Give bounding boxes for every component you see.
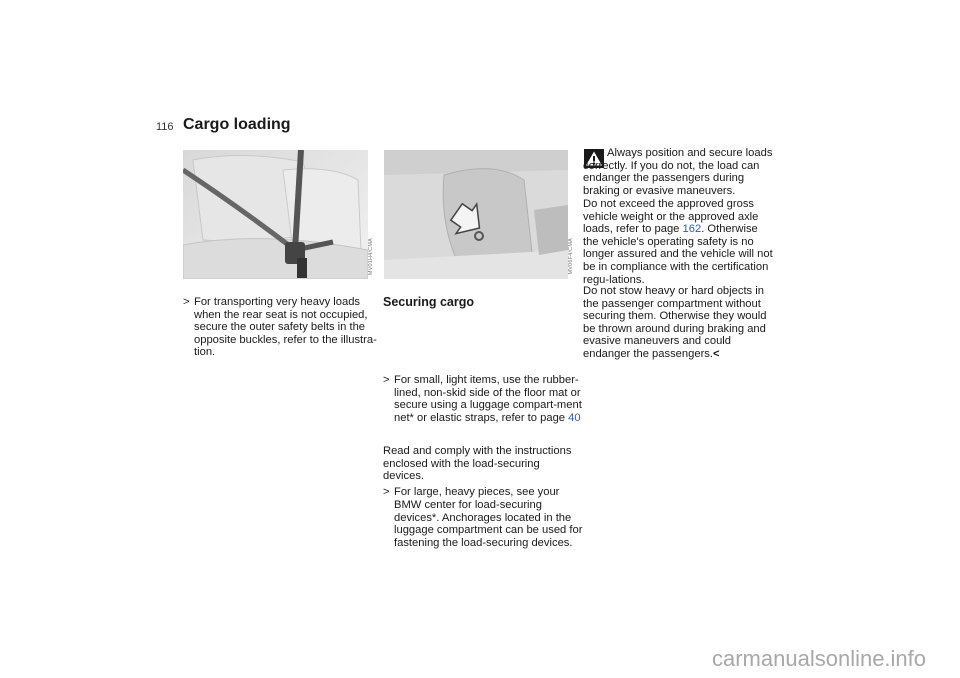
page-number: 116 [156,121,174,133]
warning-text-3: Do not stow heavy or hard objects in the passenger compartment without securing them. Otherwise they would be thrown around during braking and evasive maneuvers and could endanger the passengers. [583,285,767,360]
bullet-text: For transporting very heavy loads when the rear seat is not occupied, secure the outer safety belts in the opposite buckles, refer to the illustra-tion. [194,296,377,359]
warning-text-2: Do not exceed the approved gross vehicle weight or the approved axle loads, refer to page [583,198,759,236]
end-mark: < [713,347,720,360]
bullet-marker: > [383,373,390,386]
page-link-162[interactable]: 162 [682,223,702,236]
page-link-40[interactable]: 40 [568,411,581,424]
figure-code-left: MV01H4/CMA [368,238,374,276]
middle-bullet-item-2 [383,486,584,549]
bullet-marker: > [183,296,190,308]
bullet-text: For small, light items, use the rubber-lined, non-skid side of the floor mat or secure using a luggage compart-ment net* or elastic straps, refer to page [394,373,582,424]
section-heading: Securing cargo [383,295,474,309]
seat-belts-illustration [183,150,368,279]
warning-block-3 [583,285,775,361]
warning-text-2b: . Otherwise the vehicle's operating safety is no longer assured and the vehicle will not be in compliance with the certification regu-lations. [583,223,773,286]
bullet-marker: > [383,486,390,499]
anchorage-illustration [384,150,568,279]
site-watermark: carmanualsonline.info [712,646,927,671]
warning-text-1: Always position and secure loads correctly. If you do not, the load can endanger the passengers during braking or evasive maneuvers. [583,147,773,197]
instructions-paragraph: Read and comply with the instructions enclosed with the load-securing devices. [383,445,572,483]
figure-luggage-anchorage [384,150,568,279]
left-bullet-item [183,296,379,359]
middle-bullet-item-1 [383,374,584,424]
figure-seat-belts [183,150,368,279]
page-title: Cargo loading [183,116,291,133]
bullet-text: For large, heavy pieces, see your BMW center for load-securing devices*. Anchorages located in the luggage compartment can be used for fastening the load-securing devices. [394,486,583,549]
warning-block [583,147,775,197]
warning-block-2 [583,198,775,286]
figure-code-right: MV06F4/CMA [568,238,574,275]
